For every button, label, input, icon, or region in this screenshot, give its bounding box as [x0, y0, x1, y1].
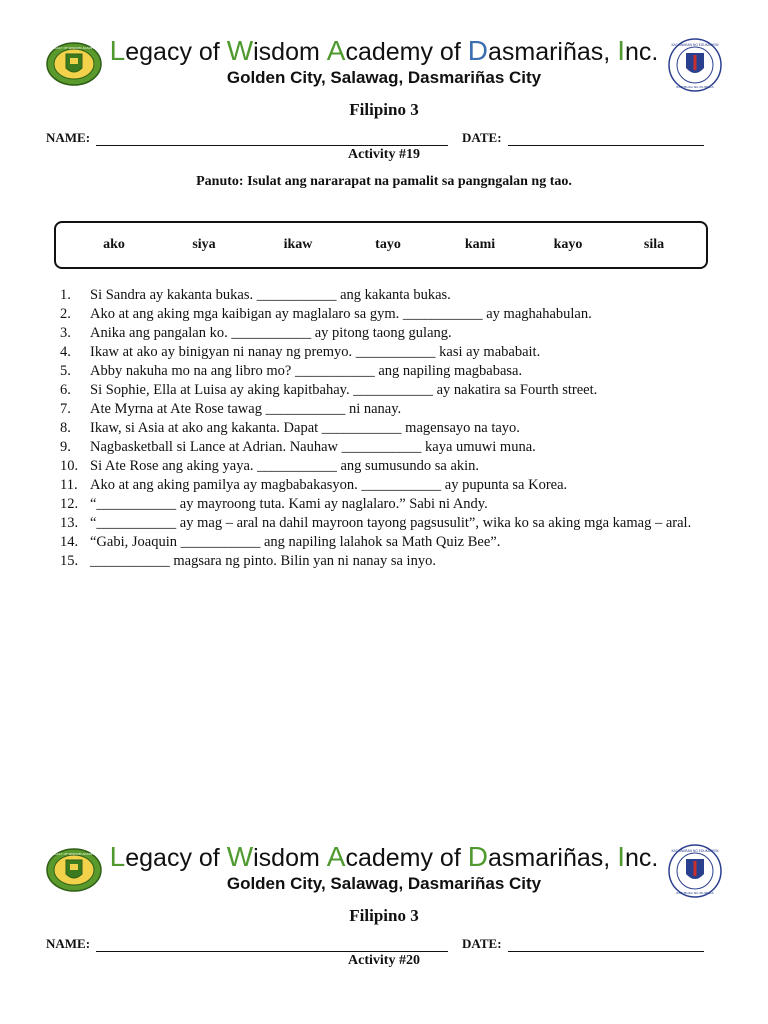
school-header [0, 842, 768, 900]
question-number: 13. [60, 515, 79, 531]
question-text: Si Sandra ay kakanta bukas. ___________ ang kakanta bukas. [90, 287, 451, 303]
word-bank-item: kayo [553, 237, 583, 252]
school-name: Legacy of Wisdom Academy of Dasmariñas, Inc. [109, 35, 659, 66]
question-item[interactable] [60, 438, 730, 457]
question-number: 3. [60, 325, 71, 341]
word-bank-item: ako [103, 237, 125, 252]
school-name: Legacy of Wisdom Academy of Dasmariñas, Inc. [109, 841, 659, 872]
worksheet-activity-19 [0, 35, 768, 569]
question-text: Ako at ang aking pamilya ay magbabakasyon. ___________ ay pupunta sa Korea. [90, 477, 568, 493]
question-text: ___________ magsara ng pinto. Bilin yan ni nanay sa inyo. [90, 553, 436, 569]
question-number: 1. [60, 287, 71, 303]
word-bank-item: tayo [375, 237, 401, 252]
school-logo-text: LEGACY OF WISDOM ACADEMY [50, 852, 98, 856]
deped-seal-text: KAGAWARAN NG EDUKASYON [671, 43, 719, 47]
question-number: 14. [60, 534, 79, 550]
question-item[interactable] [60, 552, 730, 571]
subject-title: Filipino 3 [349, 100, 419, 119]
name-field[interactable] [96, 132, 448, 146]
question-number: 11. [60, 477, 78, 493]
question-number: 8. [60, 420, 71, 436]
date-field[interactable] [508, 132, 704, 146]
school-logo-text: LEGACY OF WISDOM ACADEMY [50, 46, 98, 50]
question-number: 9. [60, 439, 71, 455]
deped-seal-bottom-text: REPUBLIKA NG PILIPINAS [676, 891, 714, 895]
question-item[interactable] [60, 495, 730, 514]
question-item[interactable] [60, 400, 730, 419]
name-date-row [46, 936, 726, 952]
question-text: Nagbasketball si Lance at Adrian. Nauhaw ___________ kaya umuwi muna. [90, 439, 536, 455]
question-number: 7. [60, 401, 71, 417]
name-date-row [46, 130, 726, 146]
school-address: Golden City, Salawag, Dasmariñas City [226, 874, 542, 893]
question-item[interactable] [60, 362, 730, 381]
date-label: DATE: [462, 936, 502, 951]
school-address: Golden City, Salawag, Dasmariñas City [226, 68, 542, 87]
question-number: 4. [60, 344, 71, 360]
question-item[interactable] [60, 305, 730, 324]
question-item[interactable] [60, 324, 730, 343]
question-item[interactable] [60, 419, 730, 438]
school-header [0, 36, 768, 94]
question-number: 10. [60, 458, 79, 474]
worksheet-activity-20 [0, 841, 768, 968]
question-item[interactable] [60, 381, 730, 400]
activity-title: Activity #20 [348, 953, 420, 968]
question-number: 12. [60, 496, 79, 512]
question-number: 6. [60, 382, 71, 398]
word-bank-item: siya [192, 237, 216, 252]
question-item[interactable] [60, 286, 730, 305]
deped-seal [668, 38, 722, 92]
question-text: Ikaw at ako ay binigyan ni nanay ng premyo. ___________ kasi ay mababait. [90, 344, 541, 360]
word-bank-item: sila [643, 237, 665, 252]
word-bank-item: ikaw [283, 237, 313, 252]
question-text: Abby nakuha mo na ang libro mo? ___________ ang napiling magbabasa. [90, 363, 523, 379]
question-text: Anika ang pangalan ko. ___________ ay pitong taong gulang. [90, 325, 452, 341]
question-text: Ate Myrna at Ate Rose tawag ___________ ni nanay. [90, 401, 402, 417]
name-label: NAME: [46, 130, 91, 145]
question-number: 2. [60, 306, 71, 322]
activity-title: Activity #19 [348, 147, 420, 162]
word-bank-item: kami [464, 237, 496, 252]
question-item[interactable] [60, 514, 730, 533]
question-text: Ako at ang aking mga kaibigan ay maglalaro sa gym. ___________ ay maghahabulan. [90, 306, 592, 322]
deped-seal [668, 844, 722, 898]
subject-title: Filipino 3 [349, 906, 419, 925]
name-label: NAME: [46, 936, 91, 951]
question-text: Si Ate Rose ang aking yaya. ___________ ang sumusundo sa akin. [90, 458, 480, 474]
question-list [60, 286, 730, 571]
question-text: “Gabi, Joaquin ___________ ang napiling lalahok sa Math Quiz Bee”. [90, 534, 501, 550]
question-text: “___________ ay mag – aral na dahil mayroon tayong pagsusulit”, wika ko sa aking mga kamag – aral. [90, 515, 692, 531]
question-item[interactable] [60, 343, 730, 362]
deped-seal-bottom-text: REPUBLIKA NG PILIPINAS [676, 85, 714, 89]
question-number: 5. [60, 363, 71, 379]
instructions: Panuto: Isulat ang nararapat na pamalit sa pangngalan ng tao. [196, 174, 572, 189]
question-text: Si Sophie, Ella at Luisa ay aking kapitbahay. ___________ ay nakatira sa Fourth street. [90, 382, 598, 398]
word-bank [54, 221, 708, 269]
question-item[interactable] [60, 533, 730, 552]
name-field[interactable] [96, 938, 448, 952]
question-item[interactable] [60, 457, 730, 476]
date-field[interactable] [508, 938, 704, 952]
deped-seal-text: KAGAWARAN NG EDUKASYON [671, 849, 719, 853]
question-item[interactable] [60, 476, 730, 495]
question-text: “___________ ay mayroong tuta. Kami ay naglalaro.” Sabi ni Andy. [90, 496, 488, 512]
question-number: 15. [60, 553, 79, 569]
question-text: Ikaw, si Asia at ako ang kakanta. Dapat ___________ magensayo na tayo. [90, 420, 520, 436]
date-label: DATE: [462, 130, 502, 145]
